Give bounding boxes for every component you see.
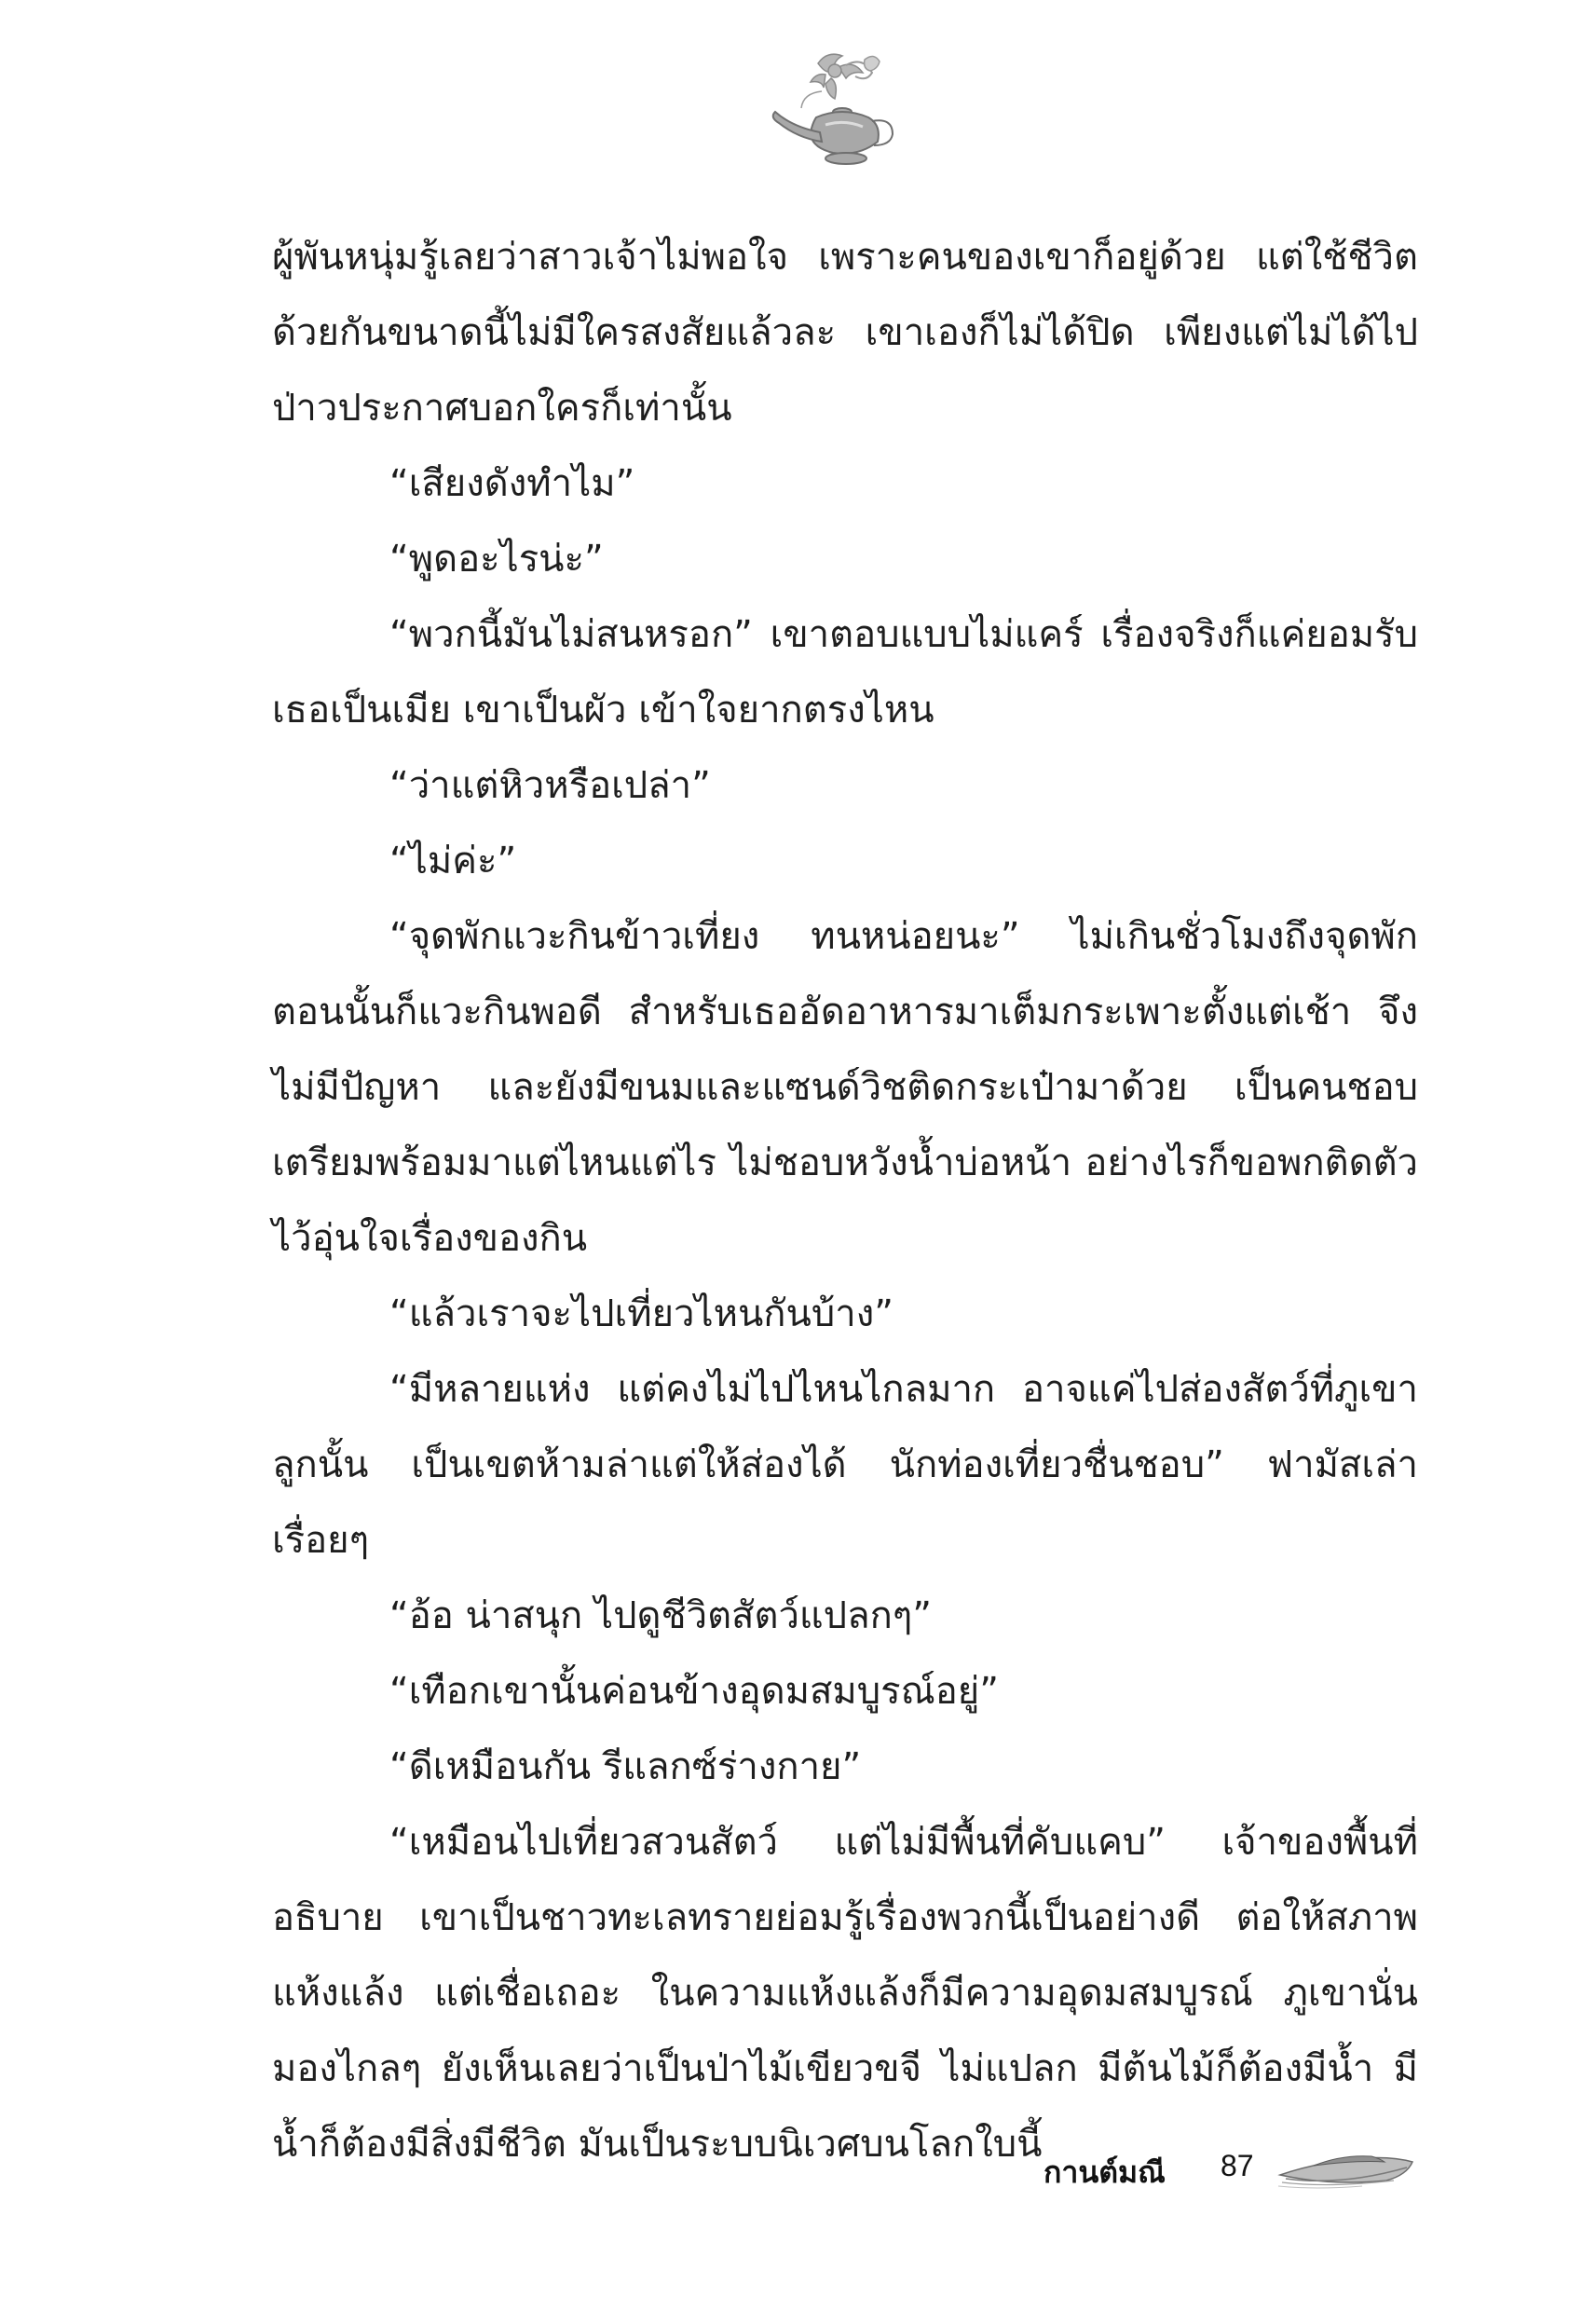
paragraph: “ไม่ค่ะ” — [389, 840, 517, 882]
speedboat-icon — [1276, 2147, 1416, 2190]
page-number: 87 — [1221, 2149, 1254, 2182]
paragraph: “ว่าแต่หิวหรือเปล่า” — [389, 764, 711, 807]
paragraph: “เทือกเขานั้นค่อนข้างอุดมสมบูรณ์อยู่” — [389, 1670, 999, 1713]
paragraph: ผู้พันหนุ่มรู้เลยว่าสาวเจ้าไม่พอใจ เพราะคนของเขาก็อยู่ด้วย แต่ใช้ชีวิตด้วยกันขนาดนี้ไม่มีใครสงสัยแล้วละ เขาเองก็ไม่ได้ปิด เพียงแต่ไม่ได้ไปป่าวประกาศบอกใครก็เท่านั้น — [272, 236, 1418, 430]
body-text — [272, 220, 1418, 2182]
page-footer — [1034, 2140, 1425, 2205]
paragraph: “พูดอะไรน่ะ” — [389, 538, 604, 581]
paragraph: “แล้วเราจะไปเที่ยวไหนกันบ้าง” — [389, 1292, 893, 1335]
paragraph: “เหมือนไปเที่ยวสวนสัตว์ แต่ไม่มีพื้นที่คับแคบ” เจ้าของพื้นที่อธิบาย เขาเป็นชาวทะเลทรายย่อมรู้เรื่องพวกนี้เป็นอย่างดี ต่อให้สภาพแห้งแล้ง แต่เชื่อเถอะ ในความแห้งแล้งก็มีความอุดมสมบูรณ์ ภูเขานั่นมองไกลๆ ยังเห็นเลยว่าเป็นป่าไม้เขียวขจี ไม่แปลก มีต้นไม้ก็ต้องมีน้ำ มีน้ำก็ต้องมีสิ่งมีชีวิต มันเป็นระบบนิเวศบนโลกใบนี้ — [272, 1821, 1418, 2166]
paragraph: “มีหลายแห่ง แต่คงไม่ไปไหนไกลมาก อาจแค่ไปส่องสัตว์ที่ภูเขาลูกนั้น เป็นเขตห้ามล่าแต่ให้ส่องได้ นักท่องเที่ยวชื่นชอบ” ฟามัสเล่าเรื่อยๆ — [272, 1368, 1418, 1562]
paragraph: “พวกนี้มันไม่สนหรอก” เขาตอบแบบไม่แคร์ เรื่องจริงก็แค่ยอมรับเธอเป็นเมีย เขาเป็นผัว เข้าใจยากตรงไหน — [272, 613, 1418, 732]
author-name: กานต์มณี — [1044, 2155, 1166, 2189]
paragraph: “ดีเหมือนกัน รีแลกซ์ร่างกาย” — [389, 1745, 862, 1788]
paragraph: “อ้อ น่าสนุก ไปดูชีวิตสัตว์แปลกๆ” — [389, 1594, 933, 1637]
teapot-cupid-emblem-icon — [745, 47, 913, 177]
paragraph: “จุดพักแวะกินข้าวเที่ยง ทนหน่อยนะ” ไม่เกินชั่วโมงถึงจุดพัก ตอนนั้นก็แวะกินพอดี สำหรับเธออัดอาหารมาเต็มกระเพาะตั้งแต่เช้า จึงไม่มีปัญหา และยังมีขนมและแซนด์วิชติดกระเป๋ามาด้วย เป็นคนชอบเตรียมพร้อมมาแต่ไหนแต่ไร ไม่ชอบหวังน้ำบ่อหน้า อย่างไรก็ขอพกติดตัวไว้อุ่นใจเรื่องของกิน — [272, 915, 1418, 1260]
paragraph: “เสียงดังทำไม” — [389, 462, 635, 505]
